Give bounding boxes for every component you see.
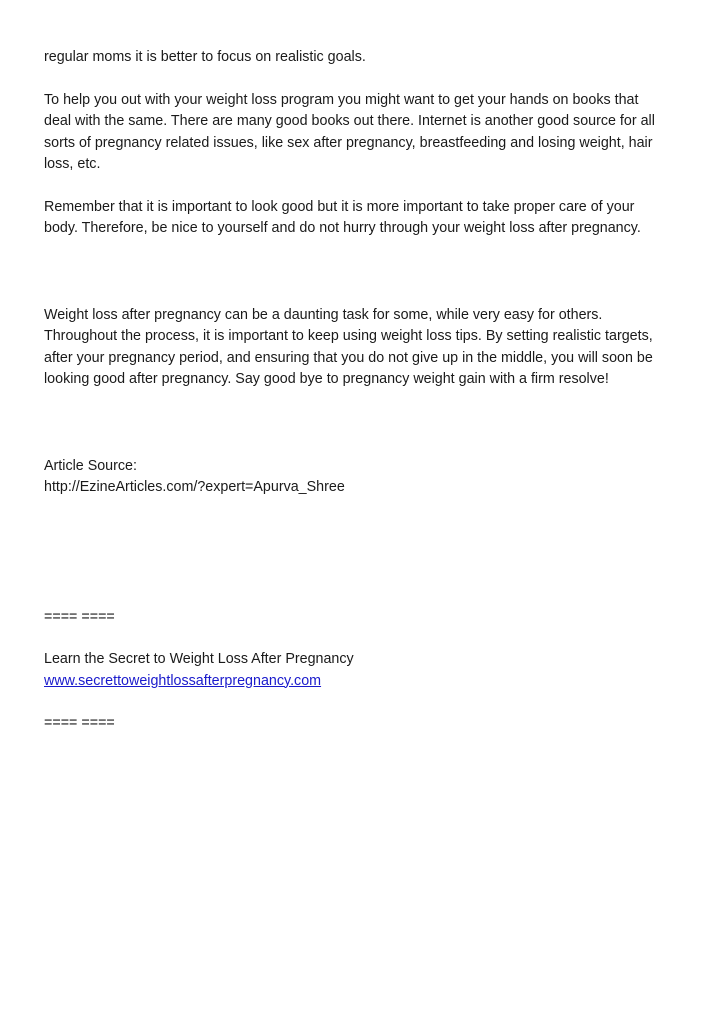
- paragraph-books-advice: [44, 90, 684, 176]
- text-line: To help you out with your weight loss program you might want to get your hands on books that: [44, 91, 639, 108]
- text-line: body. Therefore, be nice to yourself and do not hurry through your weight loss after pregnancy.: [44, 220, 641, 236]
- text-line: sorts of pregnancy related issues, like sex after pregnancy, breastfeeding and losing weight, hair: [44, 134, 653, 151]
- paragraph-conclusion: [44, 305, 684, 391]
- promo-text: Learn the Secret to Weight Loss After Pregnancy: [44, 651, 354, 667]
- promo-link[interactable]: www.secrettoweightlossafterpregnancy.com: [44, 672, 322, 689]
- text-line: Remember that it is important to look good but it is more important to take proper care of your: [44, 198, 635, 215]
- text-line: Throughout the process, it is important to keep using weight loss tips. By setting realistic targets,: [44, 328, 653, 344]
- text-line: looking good after pregnancy. Say good bye to pregnancy weight gain with a firm resolve!: [44, 371, 609, 387]
- divider-top: ==== ====: [44, 608, 115, 625]
- promo-block: [44, 649, 684, 692]
- article-source: [44, 456, 684, 499]
- paragraph-take-care: [44, 197, 684, 240]
- document-page: [44, 47, 684, 735]
- paragraph-realistic-goals: [44, 47, 684, 69]
- text-line: deal with the same. There are many good books out there. Internet is another good source for all: [44, 113, 655, 129]
- divider-bottom: ==== ====: [44, 715, 115, 731]
- article-source-label: Article Source:: [44, 457, 137, 474]
- text-line: after your pregnancy period, and ensuring that you do not give up in the middle, you will soon be: [44, 349, 653, 366]
- text-line: loss, etc.: [44, 156, 101, 172]
- article-source-url: http://EzineArticles.com/?expert=Apurva_Shree: [44, 479, 345, 495]
- text-line: regular moms it is better to focus on realistic goals.: [44, 49, 366, 65]
- text-line: Weight loss after pregnancy can be a daunting task for some, while very easy for others.: [44, 306, 603, 323]
